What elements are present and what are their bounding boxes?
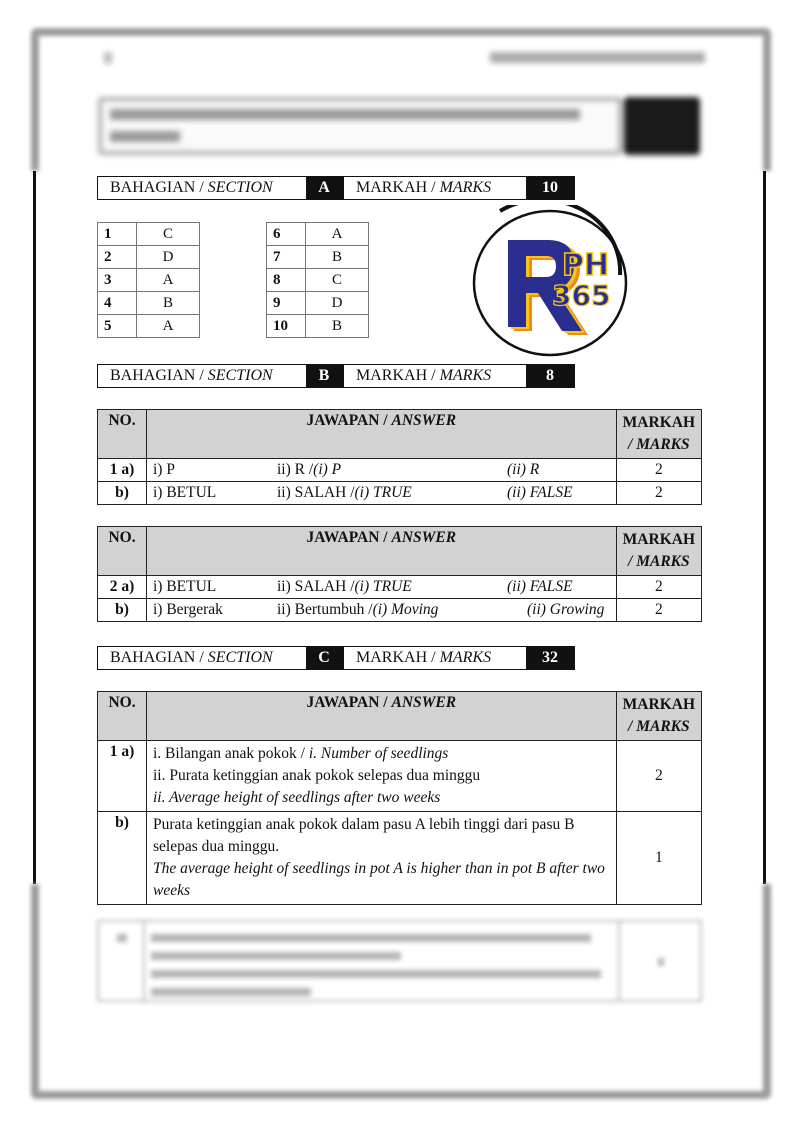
question-number: 6: [267, 223, 306, 246]
answer-part-1-en: (i) TRUE: [354, 578, 412, 595]
answer-part-1: i) P: [153, 461, 175, 478]
section-bar-c: [97, 646, 575, 670]
question-number: 9: [267, 292, 306, 315]
header-marks: [616, 692, 701, 741]
marks-value: 2: [616, 459, 701, 482]
document-code-blurred: [490, 52, 705, 63]
document-title-box-blurred: [98, 97, 622, 155]
answer-part-2: [277, 484, 507, 502]
marks-label: [344, 647, 526, 669]
section-label-ms: BAHAGIAN /: [110, 179, 204, 196]
answer-cell: [147, 576, 617, 599]
question-number: 10: [267, 315, 306, 338]
question-number: 1: [98, 223, 137, 246]
answer-table-b-q1: [97, 409, 702, 505]
header-no: NO.: [98, 527, 147, 576]
answer-line-en: The average height of seedlings in pot A is higher than in pot B after two weeks: [153, 860, 605, 899]
mcq-row: [267, 246, 369, 269]
header-marks-ms: MARKAH: [622, 696, 695, 713]
header-answer-ms: JAWAPAN /: [306, 694, 392, 711]
answer-part-2-ms: ii) SALAH /: [277, 484, 355, 501]
page-number-blurred: [104, 52, 112, 64]
question-number: 5: [98, 315, 137, 338]
blurred-cell: [618, 920, 702, 1002]
answer-part-2: [277, 601, 527, 619]
table-row: [98, 576, 702, 599]
table-row: [98, 812, 702, 905]
question-number: 2 a): [98, 576, 147, 599]
mcq-row: [267, 269, 369, 292]
blurred-text: [151, 988, 311, 996]
marks-value: 2: [616, 482, 701, 505]
header-marks: [616, 527, 701, 576]
title-line-blurred: [110, 109, 580, 120]
header-marks-ms: MARKAH: [622, 531, 695, 548]
question-number: 3: [98, 269, 137, 292]
title-line-blurred: [110, 131, 180, 142]
answer-part-1: i) BETUL: [153, 578, 217, 595]
answer-part-2-ms: ii) Bertumbuh /: [277, 601, 373, 618]
blurred-cell: [97, 920, 145, 1002]
section-marks: 10: [542, 179, 558, 196]
blurred-cell: [143, 920, 620, 1002]
mcq-answers-left: [97, 222, 200, 338]
section-label-en: SECTION: [207, 367, 273, 384]
answer-part-1-en: (i) Moving: [372, 601, 439, 618]
section-label: [98, 647, 306, 669]
header-answer: [147, 692, 617, 741]
header-no: NO.: [98, 410, 147, 459]
answer-part-2-en: (ii) Growing: [527, 601, 605, 618]
answer-line: ii. Purata ketinggian anak pokok selepas dua minggu: [153, 767, 481, 784]
question-number: 4: [98, 292, 137, 315]
answer-part-2-en: (ii) R: [507, 461, 540, 478]
answer-table-c: [97, 691, 702, 905]
question-number: b): [98, 599, 147, 622]
answer-cell: [147, 599, 617, 622]
blurred-answer-row: [97, 920, 702, 1004]
header-answer-en: ANSWER: [391, 694, 457, 711]
answer: B: [306, 315, 369, 338]
table-row: [98, 482, 702, 505]
section-label-en: SECTION: [207, 649, 273, 666]
header-marks-en: / MARKS: [628, 718, 690, 735]
marks-label: [344, 177, 526, 199]
blurred-text: [151, 952, 401, 960]
answer-cell: [147, 812, 617, 905]
marks-label-ms: MARKAH /: [356, 649, 436, 666]
section-bar-a: [97, 176, 575, 200]
answer-cell: [147, 482, 617, 505]
question-number: 7: [267, 246, 306, 269]
marks-value: 1: [616, 812, 701, 905]
marks-label-ms: MARKAH /: [356, 179, 436, 196]
mcq-row: [267, 292, 369, 315]
question-number: 2: [98, 246, 137, 269]
answer-part-2-ms: ii) R /: [277, 461, 314, 478]
answer-part-1-en: (i) P: [313, 461, 342, 478]
answer-part-2-ms: ii) SALAH /: [277, 578, 355, 595]
answer: B: [137, 292, 200, 315]
header-answer: [147, 410, 617, 459]
answer-line-ms: i. Bilangan anak pokok /: [153, 745, 309, 762]
answer-part-1: i) BETUL: [153, 484, 217, 501]
header-marks-ms: MARKAH: [622, 414, 695, 431]
page-frame-left: [33, 171, 36, 884]
answer: C: [306, 269, 369, 292]
answer: B: [306, 246, 369, 269]
section-letter: B: [318, 367, 330, 384]
header-no: NO.: [98, 692, 147, 741]
answer-line: [153, 743, 610, 765]
section-label: [98, 365, 306, 387]
header-marks: [616, 410, 701, 459]
mcq-row: [98, 292, 200, 315]
mcq-answers-right: [266, 222, 369, 338]
answer-part-2: [277, 461, 507, 479]
marks-value: 2: [616, 599, 701, 622]
table-header-row: [98, 527, 702, 576]
answer-part-1-en: (i) TRUE: [354, 484, 412, 501]
answer: D: [137, 246, 200, 269]
mcq-row: [98, 223, 200, 246]
answer: A: [306, 223, 369, 246]
blurred-text: [151, 934, 591, 942]
header-answer-en: ANSWER: [391, 529, 457, 546]
answer-part-2: [277, 578, 507, 596]
section-marks: 8: [546, 367, 554, 384]
answer: A: [137, 315, 200, 338]
question-number: b): [98, 482, 147, 505]
mcq-row: [267, 223, 369, 246]
watermark-ph-text: PH: [562, 248, 610, 283]
answer-line-en: ii. Average height of seedlings after two weeks: [153, 789, 441, 806]
answer: A: [137, 269, 200, 292]
header-answer-en: ANSWER: [391, 412, 457, 429]
answer: C: [137, 223, 200, 246]
marks-label-en: MARKS: [439, 649, 492, 666]
table-row: [98, 741, 702, 812]
answer: D: [306, 292, 369, 315]
section-letter: A: [318, 179, 330, 196]
header-answer: [147, 527, 617, 576]
mcq-row: [98, 269, 200, 292]
answer-line-en: i. Number of seedlings: [308, 745, 449, 762]
answer-line: Purata ketinggian anak pokok dalam pasu A lebih tinggi dari pasu B selepas dua minggu.: [153, 816, 575, 855]
answer-cell: [147, 741, 617, 812]
marks-label-en: MARKS: [439, 179, 492, 196]
header-marks-en: / MARKS: [628, 436, 690, 453]
table-row: [98, 599, 702, 622]
mcq-row: [98, 315, 200, 338]
mcq-row: [98, 246, 200, 269]
question-number: 8: [267, 269, 306, 292]
set-badge-blurred: [624, 97, 700, 155]
answer-part-2-en: (ii) FALSE: [507, 484, 573, 501]
marks-label: [344, 365, 526, 387]
marks-value: 2: [616, 741, 701, 812]
section-label-ms: BAHAGIAN /: [110, 367, 204, 384]
header-answer-ms: JAWAPAN /: [306, 412, 392, 429]
answer-table-b-q2: [97, 526, 702, 622]
table-row: [98, 459, 702, 482]
header-answer-ms: JAWAPAN /: [306, 529, 392, 546]
question-number: 1 a): [98, 459, 147, 482]
blurred-text: [658, 958, 664, 966]
question-number: 1 a): [98, 741, 147, 812]
section-label: [98, 177, 306, 199]
answer-part-1: i) Bergerak: [153, 601, 223, 618]
blurred-text: [151, 970, 601, 978]
blurred-text: [117, 934, 127, 942]
answer-cell: [147, 459, 617, 482]
table-header-row: [98, 692, 702, 741]
watermark-365-text: 365: [552, 279, 611, 312]
marks-value: 2: [616, 576, 701, 599]
header-marks-en: / MARKS: [628, 553, 690, 570]
mcq-row: [267, 315, 369, 338]
section-letter: C: [318, 649, 330, 666]
marks-label-en: MARKS: [439, 367, 492, 384]
answer-part-2-en: (ii) FALSE: [507, 578, 573, 595]
page-frame-right: [763, 171, 766, 884]
section-label-en: SECTION: [207, 179, 273, 196]
section-bar-b: [97, 364, 575, 388]
marks-label-ms: MARKAH /: [356, 367, 436, 384]
question-number: b): [98, 812, 147, 905]
section-marks: 32: [542, 649, 558, 666]
section-label-ms: BAHAGIAN /: [110, 649, 204, 666]
rph365-watermark-logo: [470, 205, 630, 360]
table-header-row: [98, 410, 702, 459]
